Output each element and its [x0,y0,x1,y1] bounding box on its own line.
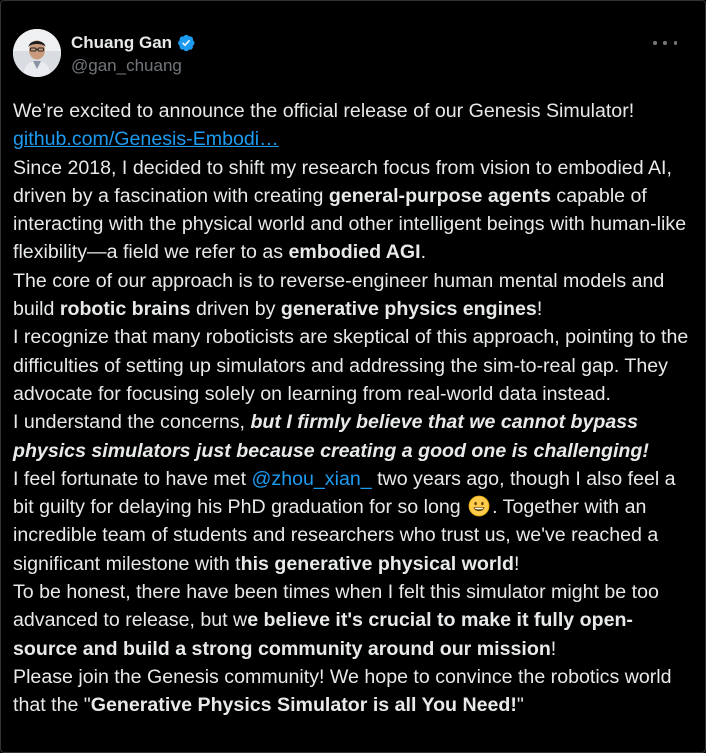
verified-badge-icon[interactable] [176,33,196,53]
more-options-icon[interactable] [653,33,677,53]
paragraph-2: The core of our approach is to reverse-engineer human mental models and build robotic brains driven by generative physics engines! [13,269,665,321]
avatar[interactable] [13,29,61,77]
tweet-intro: We’re excited to announce the official release of our Genesis Simulator! [13,100,635,122]
paragraph-4: I understand the concerns, but I firmly believe that we cannot bypass physics simulators just because creating a good one is challenging! [13,411,649,462]
author-names [71,32,196,76]
name-row [71,32,196,54]
author-handle[interactable]: @gan_chuang [71,56,182,75]
mention-zhou-xian[interactable]: @zhou_xian_ [251,467,372,490]
author-display-name[interactable]: Chuang Gan [71,33,173,52]
paragraph-1: Since 2018, I decided to shift my research focus from vision to embodied AI, driven by a fascination with creating general-purpose agents capable of interacting with the physical world and other intelligent beings with human-like flexibility—a field we refer to as embodied AGI. [13,156,687,264]
grinning-face-emoji-icon [468,495,490,517]
github-link[interactable]: github.com/Genesis-Embodi… [13,128,279,151]
tweet-header [13,29,196,77]
paragraph-6: To be honest, there have been times when I felt this simulator might be too advanced to release, but we believe it's crucial to make it fully open-source and build a strong community around our mission! [13,581,659,660]
user-avatar-photo-icon [13,29,61,77]
paragraph-3: I recognize that many roboticists are skeptical of this approach, pointing to the difficulties of setting up simulators and addressing the sim-to-real gap. They advocate for focusing solely on learning from real-world data instead. [13,326,689,405]
paragraph-5: I feel fortunate to have met @zhou_xian_ two years ago, though I also feel a bit guilty for delaying his PhD graduation for so long . Together with an incredible team of students and researchers who trust us, we've reached a significant milestone with this generative physical world! [13,467,676,575]
paragraph-7: Please join the Genesis community! We hope to convince the robotics world that the "Generative Physics Simulator is all You Need!" [13,665,672,717]
tweet-text [13,97,693,720]
